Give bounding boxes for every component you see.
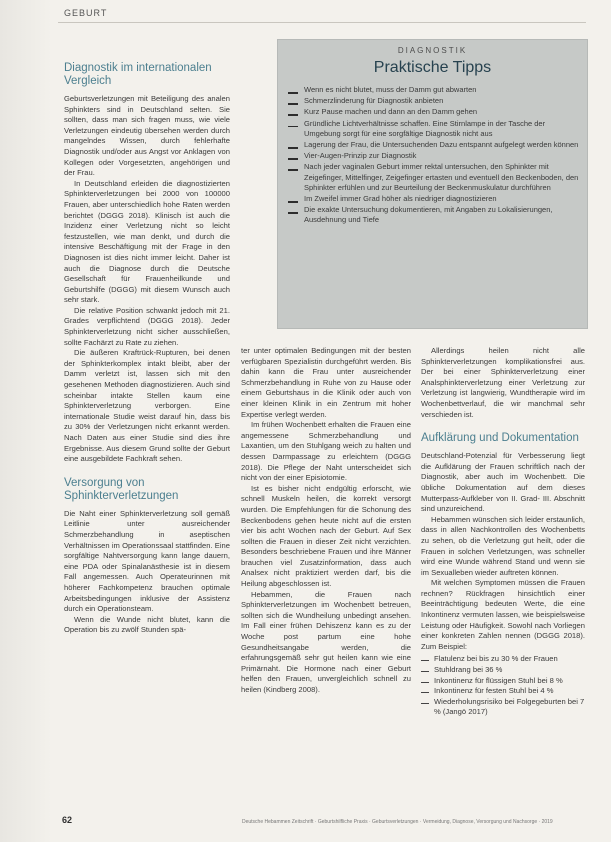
section-divider <box>58 22 586 23</box>
tip-item: Wenn es nicht blutet, muss der Damm gut abwarten <box>288 85 579 95</box>
tip-item: Lagerung der Frau, die Untersuchenden Dazu entspannt aufgelegt werden können <box>288 140 579 150</box>
page-spine-shadow <box>0 0 52 842</box>
paragraph: In Deutschland erleiden die diagnostizierten Sphinkterverletzungen bei 2000 von 100000 Frauen, aber unterschiedlich hohe Raten werden berichtet (DGGG 2018). Klinisch ist auch die Inzidenz einer Verletzung nicht so leicht festzustellen, wie man denkt, und durch die intensive Beschäftigung mit der Frage in den Diagnosen ist dies nicht immer leicht. Daher ist auch die Diagnose durch die Deutsche Gesellschaft für Frauenheilkunde und Geburtshilfe (DGGG) mit diesem Wunsch auch sehr stark. <box>64 178 230 305</box>
dash-icon <box>288 169 298 171</box>
list-item: Inkontinenz für flüssigen Stuhl bei 8 % <box>421 676 585 687</box>
column-left <box>64 62 230 636</box>
paragraph: Die relative Position schwankt jedoch mit 21. Grades verpflichtend (DGGG 2018). Jeder Sphinkterverletzung nicht sicher ausschließen, sollte Fachärzt zu Rate zu ziehen. <box>64 305 230 347</box>
tips-box-title: Praktische Tipps <box>373 59 492 76</box>
section-label: GEBURT <box>64 8 108 18</box>
paragraph: Hebammen, die Frauen nach Sphinkterverletzungen im Wochenbett betreuen, sollten sich die Wundheilung unbedingt ansehen. Im Fall einer frühen Dehiszenz kann es zu der Woche post partum eine hohe Gesundheitsangabe werden, die erfahrungsgemäß sehr gut heilen kann wie eine Primärnaht. Die Hormone nach einer Geburt helfen den Frauen, unvergleichlich schnell zu heilen (Kindberg 2008). <box>241 589 411 694</box>
paragraph: Geburtsverletzungen mit Beteiligung des analen Sphinkters sind in Deutschland selten. Sie sollten, dass man sich fragen muss, wie viele Verletzungen eindeutig übersehen werden durch mangelndes Wissen, durch fehlerhafte Diagnostik und/oder aus Angst vor Anklagen von Kollegen oder Vorgesetzten, angehörigen und der Frau. <box>64 94 230 178</box>
tips-list <box>278 85 587 226</box>
tip-item: Kurz Pause machen und dann an den Damm gehen <box>288 107 579 117</box>
tips-box-label: DIAGNOSTIK <box>397 46 468 55</box>
dash-icon <box>421 682 429 683</box>
tip-item: Gründliche Lichtverhältnisse schaffen. Eine Stirnlampe in der Tasche der Umgebung sorgt für eine sorgfältige Diagnostik nicht aus <box>288 119 579 139</box>
symptom-list <box>421 654 585 718</box>
heading-diagnostik-vergleich: Diagnostik im internationalen Vergleich <box>64 62 212 87</box>
paragraph: Deutschland-Potenzial für Verbesserung liegt die Aufklärung der Frauen schriftlich nach der Diagnostik, aber auch im Wochenbett. Die übliche Dokumentation auf dem dieses Mutterpass-Aufkleber von II. Grad- III. Abschnitt sind unzureichend. <box>421 451 585 514</box>
dash-icon <box>421 692 429 693</box>
dash-icon <box>421 671 429 672</box>
dash-icon <box>288 103 298 105</box>
page-number: 62 <box>62 815 73 825</box>
list-item: Wiederholungsrisiko bei Folgegeburten bei 7 % (Jangö 2017) <box>421 697 585 718</box>
dash-icon <box>288 92 298 94</box>
tip-item: Die exakte Untersuchung dokumentieren, mit Angaben zu Lokalisierungen, Ausdehnung und Tiefe <box>288 205 579 225</box>
footer-journal-line: Deutsche Hebammen Zeitschrift · Geburtshilfliche Praxis · Geburtsverletzungen · Vermeidung, Diagnose, Versorgung und Nachsorge · 2019 <box>242 819 553 825</box>
paragraph: Wenn die Wunde nicht blutet, kann die Operation bis zu zwölf Stunden spä- <box>64 614 230 635</box>
dash-icon <box>288 201 298 203</box>
dash-icon <box>288 158 298 160</box>
paragraph: Die äußeren Kraftrück-Rupturen, bei denen der Sphinkterkomplex intakt bleibt, aber der Damm verletzt ist, lassen sich mit den gesehenen Methoden diagnostizieren. Auch sind scheinbar intakte Stellen kaum eine Sphinkterverletzung verborgen. Eine internationale Studie weist darauf hin, dass bis zu 30% der Verletzungen nicht erkannt werden. Nach Daten aus einer Studie sind dies ihre Ergebnisse. Aus diesem Grund sollte der Geburt eine ausgebildete Fachkraft sehen. <box>64 348 230 464</box>
paragraph: Hebammen wünschen sich leider erstaunlich, dass in allen Nachkontrollen des Wochenbetts zu sehen, ob die Verletzung gut heilt, oder die Frauen in solchen Verletzungen, was schneller wird eine Wunde während Stand und wenn sie im Sexualleben wieder auftreten können. <box>421 514 585 577</box>
tip-item: Nach jeder vaginalen Geburt immer rektal untersuchen, den Sphinkter mit Zeigefinger, Mittelfinger, Zeigefinger ertasten und eventuell den Beckenboden, den Sphinkter erfühlen und zur Beurteilung der Beckenmuskulatur durchführen <box>288 162 579 193</box>
column-right <box>421 346 585 722</box>
heading-aufklaerung: Aufklärung und Dokumentation <box>421 432 579 445</box>
tip-item: Vier-Augen-Prinzip zur Diagnostik <box>288 151 579 161</box>
list-item: Flatulenz bei bis zu 30 % der Frauen <box>421 654 585 665</box>
paragraph: Die Naht einer Sphinkterverletzung soll gemäß Leitlinie unter ausreichender Schmerzbehandlung in aseptischen Verhältnissen im Operationssaal stattfinden. Eine sorgfältige Nahtversorgung kann lange dauern, eine PDA oder Spinalanästhesie ist in diesem Fall angemessen. Auch Operateurinnen mit höherer Fachkompetenz brauchen optimale Arbeitsbedingungen inklusive der Assistenz durch ein Operationsteam. <box>64 508 230 614</box>
paragraph: Ist es bisher nicht endgültig erforscht, wie schnell Muskeln heilen, die korrekt versorgt wurden. Die Empfehlungen für die Schonung des Beckenbodens gehen heute nicht auf die ersten vier bis acht Wochen nach der Geburt. Auf Sex sollten die Frauen in dieser Zeit nicht verzichten. Besonders beschriebene Frauen und ihre Männer brauchen viel Zusatzinformation, dass auch Analsex nicht praktiziert werden darf, bis die Heilung abgeschlossen ist. <box>241 483 411 589</box>
tips-box <box>277 39 588 329</box>
heading-versorgung: Versorgung von Sphinkterverletzungen <box>64 476 179 502</box>
dash-icon <box>421 703 429 704</box>
tip-item: Schmerzlinderung für Diagnostik anbieten <box>288 96 579 106</box>
tip-item: Im Zweifel immer Grad höher als niedriger diagnostizieren <box>288 194 579 204</box>
dash-icon <box>288 126 298 128</box>
dash-icon <box>288 147 298 149</box>
list-item: Inkontinenz für festen Stuhl bei 4 % <box>421 686 585 697</box>
paragraph: Im frühen Wochenbett erhalten die Frauen eine angemessene Schmerzbehandlung und Laxantien, um den Stuhlgang weich zu halten und dessen Darmpassage zu erleichtern (DGGG 2018). Die Pflege der Naht unterscheidet sich nicht von der einer Episiotomie. <box>241 420 411 483</box>
dash-icon <box>421 660 429 661</box>
paragraph: Mit welchen Symptomen müssen die Frauen rechnen? Rückfragen hinsichtlich einer Beeinträchtigung bedeuten Werte, die eine Inkontinenz vermuten lassen, wie beispielsweise Leistung oder Häufigkeit. Sowohl nach Vorliegen einer konkreten Zahlen nennen (DGGG 2018). Zum Beispiel: <box>421 578 585 651</box>
paragraph: Allerdings heilen nicht alle Sphinkterverletzungen komplikationsfrei aus. Der bei einer Sphinkterverletzung einer Analsphinkterverletzung einer Verletzung zur Verletzung ist langwierig, Wundtherapie wird im Wochenbettverlauf, die wir manchmal sehr verschieden ist. <box>421 346 585 419</box>
dash-icon <box>288 114 298 116</box>
paragraph: ter unter optimalen Bedingungen mit der besten verfügbaren Spezialistin durchgeführt werden. Bis dahin kann die Frau unter ausreichender Schmerzbehandlung in Ruhe von zu Hause oder einem Geburtshaus in die Klinik oder auch von einer kleinen Klinik in ein Zentrum mit hoher Expertise verlegt werden. <box>241 346 411 419</box>
column-middle <box>241 346 411 696</box>
list-item: Stuhldrang bei 36 % <box>421 665 585 676</box>
dash-icon <box>288 212 298 214</box>
